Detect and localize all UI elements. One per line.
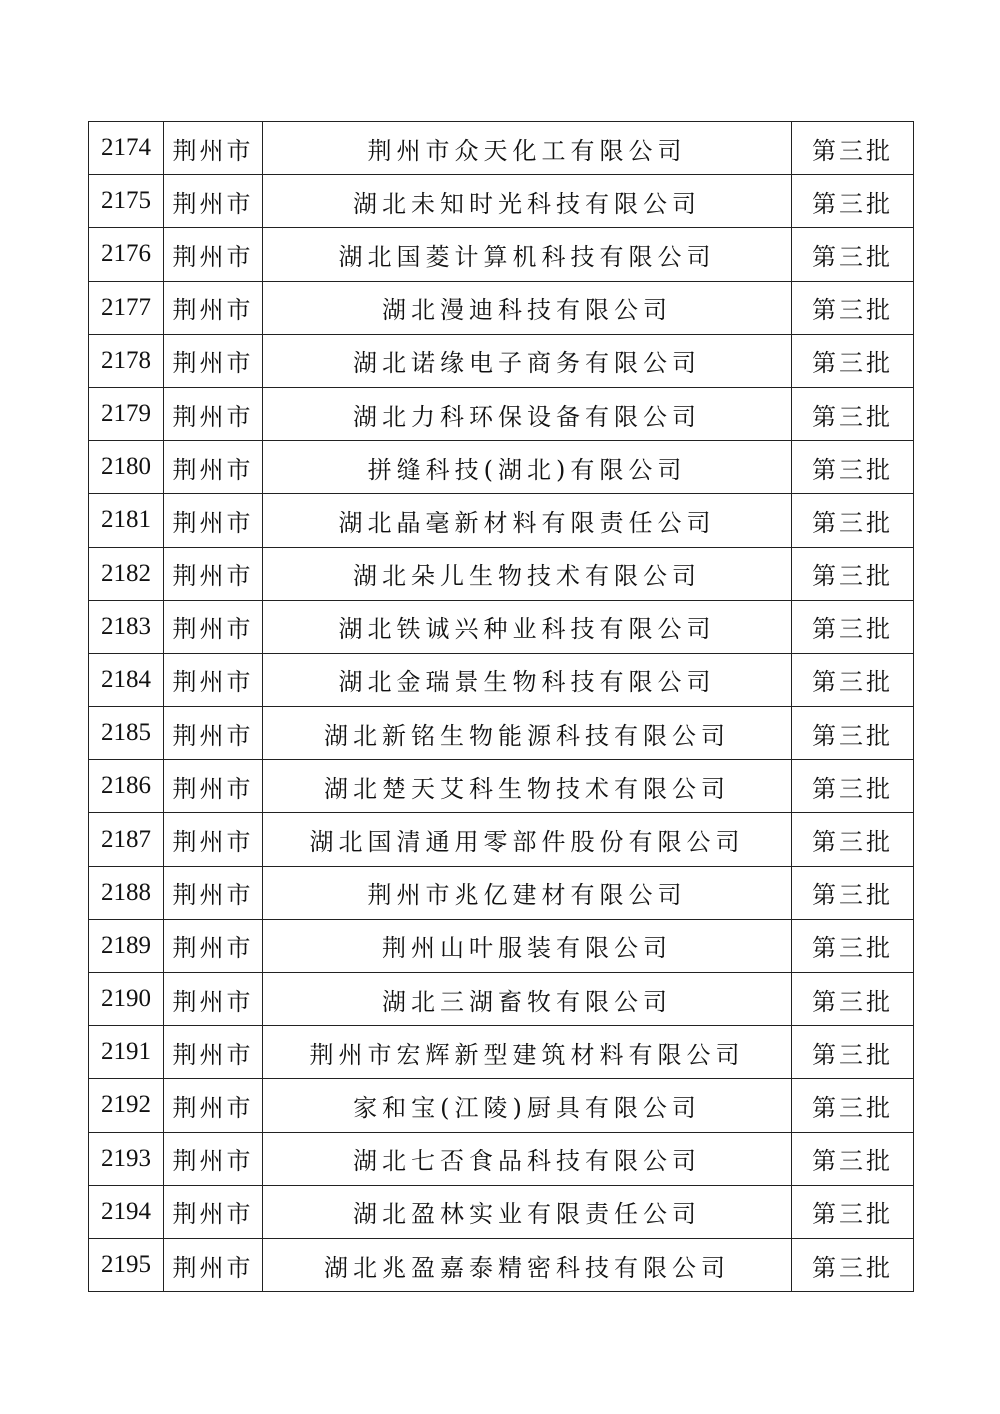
city-cell: 荆州市 [164,441,263,494]
company-name-cell: 湖北铁诚兴种业科技有限公司 [263,600,792,653]
batch-cell: 第三批 [792,441,914,494]
row-number-cell: 2184 [89,653,164,706]
table-row [89,1079,914,1132]
company-name-cell: 湖北兆盈嘉泰精密科技有限公司 [263,1238,792,1291]
batch-cell: 第三批 [792,707,914,760]
company-name-cell: 湖北朵儿生物技术有限公司 [263,547,792,600]
row-number-cell: 2186 [89,760,164,813]
row-number-cell: 2178 [89,334,164,387]
row-number-cell: 2183 [89,600,164,653]
city-cell: 荆州市 [164,760,263,813]
batch-cell: 第三批 [792,866,914,919]
batch-cell: 第三批 [792,387,914,440]
table-row [89,1026,914,1079]
company-name-cell: 湖北晶毫新材料有限责任公司 [263,494,792,547]
city-cell: 荆州市 [164,122,263,175]
table-row [89,813,914,866]
table-row [89,494,914,547]
company-name-cell: 荆州市众天化工有限公司 [263,122,792,175]
city-cell: 荆州市 [164,866,263,919]
city-cell: 荆州市 [164,281,263,334]
city-cell: 荆州市 [164,175,263,228]
table-row [89,973,914,1026]
company-name-cell: 拼缝科技(湖北)有限公司 [263,441,792,494]
city-cell: 荆州市 [164,547,263,600]
table-row [89,600,914,653]
company-name-cell: 湖北国清通用零部件股份有限公司 [263,813,792,866]
city-cell: 荆州市 [164,494,263,547]
table-row [89,387,914,440]
table-row [89,653,914,706]
row-number-cell: 2176 [89,228,164,281]
table-row [89,707,914,760]
row-number-cell: 2175 [89,175,164,228]
city-cell: 荆州市 [164,228,263,281]
company-name-cell: 荆州市兆亿建材有限公司 [263,866,792,919]
company-name-cell: 荆州山叶服装有限公司 [263,919,792,972]
city-cell: 荆州市 [164,1238,263,1291]
table-row [89,175,914,228]
batch-cell: 第三批 [792,653,914,706]
company-name-cell: 湖北金瑞景生物科技有限公司 [263,653,792,706]
company-name-cell: 湖北诺缘电子商务有限公司 [263,334,792,387]
city-cell: 荆州市 [164,1132,263,1185]
company-name-cell: 湖北楚天艾科生物技术有限公司 [263,760,792,813]
batch-cell: 第三批 [792,919,914,972]
city-cell: 荆州市 [164,1185,263,1238]
row-number-cell: 2195 [89,1238,164,1291]
row-number-cell: 2190 [89,973,164,1026]
batch-cell: 第三批 [792,1185,914,1238]
city-cell: 荆州市 [164,973,263,1026]
city-cell: 荆州市 [164,813,263,866]
table-row [89,228,914,281]
city-cell: 荆州市 [164,1079,263,1132]
row-number-cell: 2191 [89,1026,164,1079]
company-name-cell: 湖北力科环保设备有限公司 [263,387,792,440]
row-number-cell: 2188 [89,866,164,919]
city-cell: 荆州市 [164,334,263,387]
row-number-cell: 2180 [89,441,164,494]
table-row [89,919,914,972]
company-name-cell: 湖北三湖畜牧有限公司 [263,973,792,1026]
batch-cell: 第三批 [792,334,914,387]
table-row [89,866,914,919]
batch-cell: 第三批 [792,281,914,334]
batch-cell: 第三批 [792,600,914,653]
batch-cell: 第三批 [792,1079,914,1132]
batch-cell: 第三批 [792,547,914,600]
company-list-table [88,121,914,1292]
batch-cell: 第三批 [792,122,914,175]
row-number-cell: 2194 [89,1185,164,1238]
table-row [89,1238,914,1291]
table-row [89,122,914,175]
row-number-cell: 2181 [89,494,164,547]
row-number-cell: 2174 [89,122,164,175]
company-name-cell: 荆州市宏辉新型建筑材料有限公司 [263,1026,792,1079]
table-row [89,441,914,494]
city-cell: 荆州市 [164,919,263,972]
row-number-cell: 2177 [89,281,164,334]
city-cell: 荆州市 [164,653,263,706]
table-row [89,1132,914,1185]
row-number-cell: 2189 [89,919,164,972]
table-row [89,760,914,813]
batch-cell: 第三批 [792,494,914,547]
company-name-cell: 湖北国菱计算机科技有限公司 [263,228,792,281]
row-number-cell: 2187 [89,813,164,866]
row-number-cell: 2192 [89,1079,164,1132]
batch-cell: 第三批 [792,1238,914,1291]
city-cell: 荆州市 [164,1026,263,1079]
company-name-cell: 湖北漫迪科技有限公司 [263,281,792,334]
city-cell: 荆州市 [164,600,263,653]
company-name-cell: 湖北七否食品科技有限公司 [263,1132,792,1185]
company-list-body [89,122,914,1292]
company-name-cell: 湖北新铭生物能源科技有限公司 [263,707,792,760]
batch-cell: 第三批 [792,973,914,1026]
batch-cell: 第三批 [792,760,914,813]
batch-cell: 第三批 [792,1132,914,1185]
city-cell: 荆州市 [164,387,263,440]
row-number-cell: 2179 [89,387,164,440]
batch-cell: 第三批 [792,228,914,281]
batch-cell: 第三批 [792,813,914,866]
company-name-cell: 湖北未知时光科技有限公司 [263,175,792,228]
row-number-cell: 2182 [89,547,164,600]
company-name-cell: 家和宝(江陵)厨具有限公司 [263,1079,792,1132]
batch-cell: 第三批 [792,1026,914,1079]
table-row [89,334,914,387]
city-cell: 荆州市 [164,707,263,760]
row-number-cell: 2193 [89,1132,164,1185]
table-row [89,547,914,600]
table-row [89,281,914,334]
company-name-cell: 湖北盈林实业有限责任公司 [263,1185,792,1238]
batch-cell: 第三批 [792,175,914,228]
table-row [89,1185,914,1238]
row-number-cell: 2185 [89,707,164,760]
